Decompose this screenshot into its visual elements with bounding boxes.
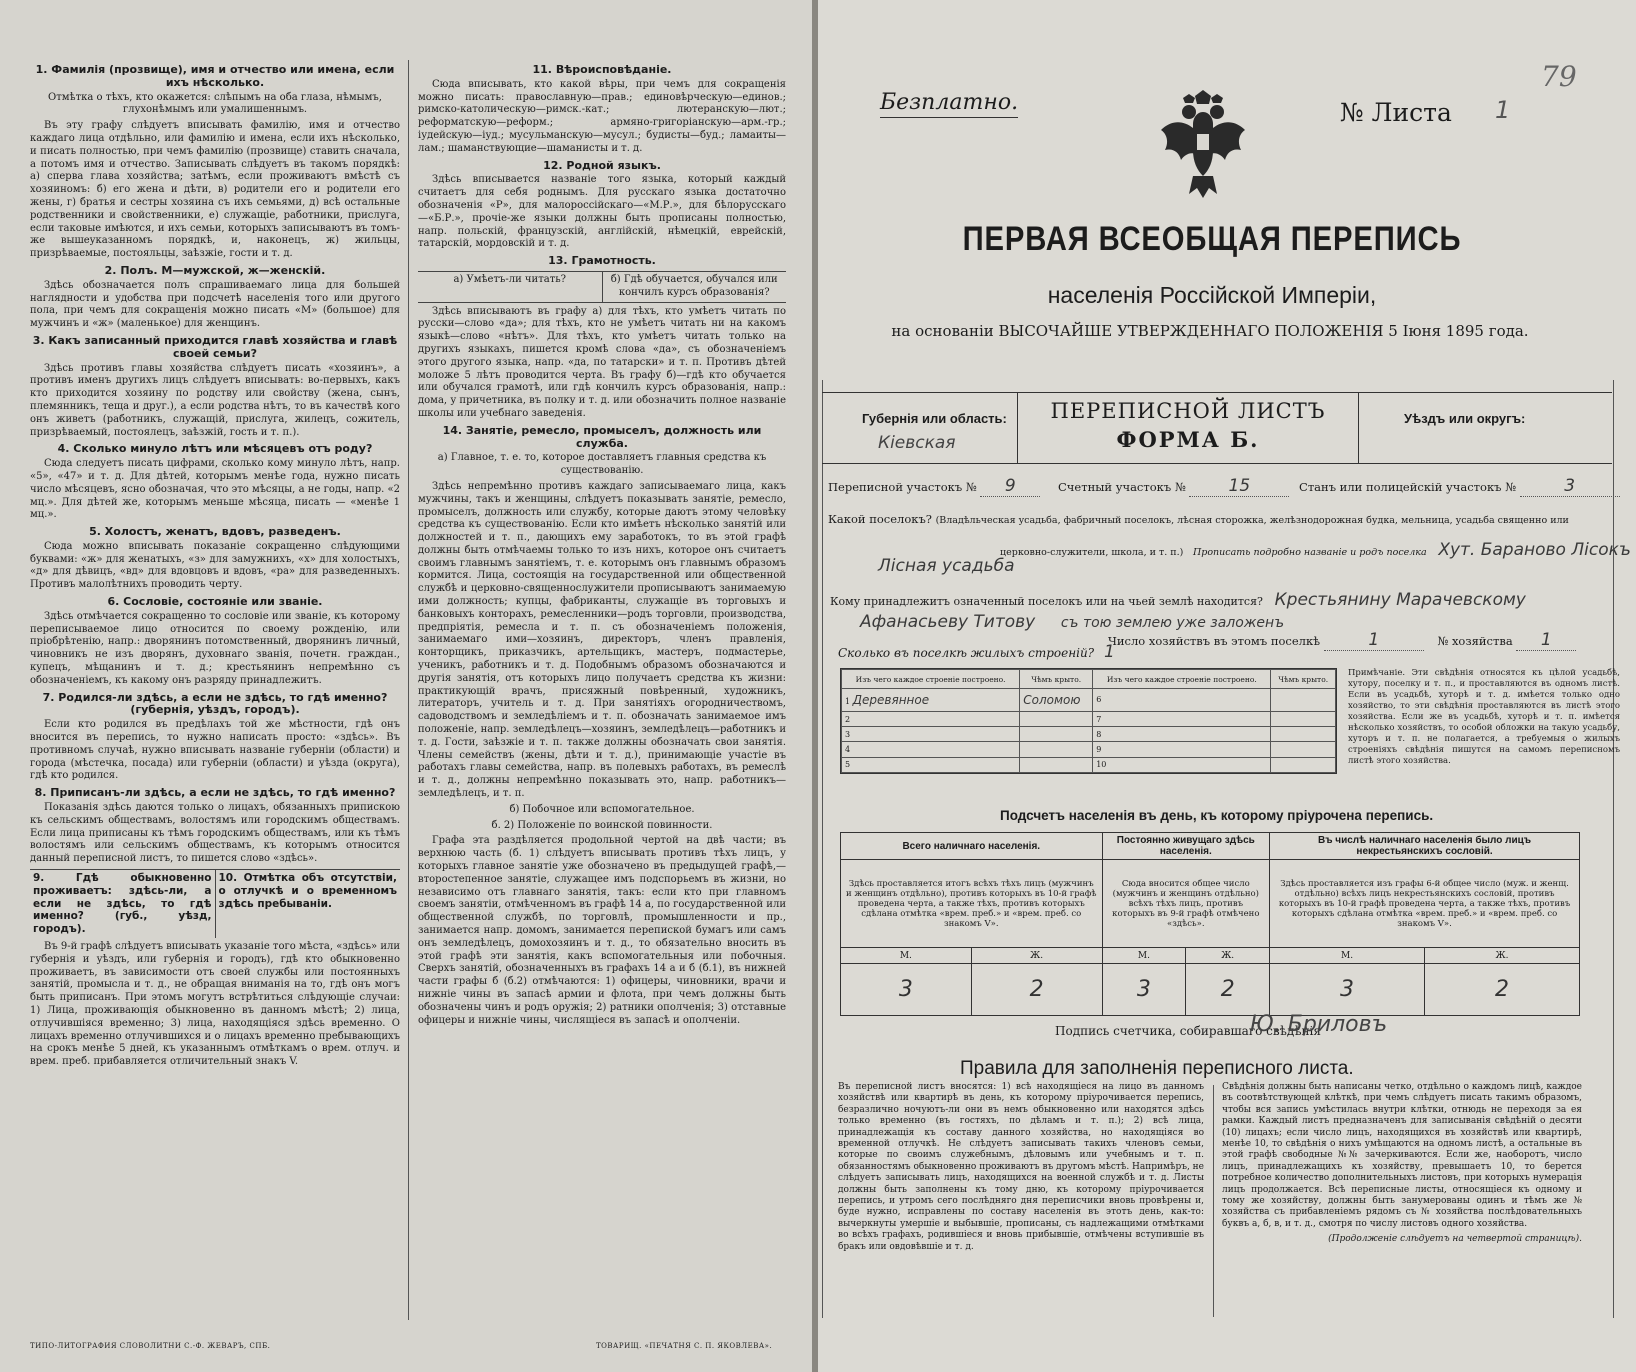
dwellings-note: Примѣчаніе. Эти свѣдѣнія относятся къ цѣлой усадьбѣ, хутору, поселку и т. п., и проставляются въ одномъ листѣ. Если въ усадьбѣ, хуторѣ и т. д. имѣется только одно хозяйство, то эти свѣдѣнія проставляются въ листѣ этого хозяйства. Если же въ усадьбѣ, хуторѣ и т. п. имѣется нѣсколько хозяйствъ, то особой обложки на такую усадьбу, хуторъ и т. п. не полагается, а требуемыя о жилыхъ строеніяхъ свѣдѣнія пишутся на самомъ переписномъ листѣ этого хозяйства.: [1348, 668, 1620, 766]
row-number: 8: [1093, 727, 1271, 742]
rules-column-1: Въ переписной листъ вносятся: 1) всѣ находящіеся на лицо въ данномъ хозяйствѣ или квартирѣ въ день, къ которому пріурочивается перепись, безразлично ночуютъ-ли они въ немъ обыкновенно или находятся здѣсь только временно (въ гостяхъ, по дѣламъ и т. п.); 2) всѣ лица, принадлежащія къ составу данного хозяйства, но находящіяся во временной отлучкѣ. Не слѣдуетъ записывать такихъ членовъ семьи, которые по своимъ служебнымъ, дѣловымъ или учебнымъ и т. п. обязанностямъ обыкновенно проживаютъ въ другомъ мѣстѣ. Напримѣръ, не слѣдуетъ записывать лицъ, находящихся на военной службѣ и т. д. Листы должны быть заполнены къ тому дню, къ которому пріурочивается перепись, и утромъ сего послѣдняго дня переписчики вновь провѣрены и, буде нужно, исправлены по составу населенія въ этотъ день, как-то: вычеркнуты умершіе и выбывшіе, прописаны, съ надлежащими отмѣтками во всѣхъ графахъ, родившіеся и вновь прибывшіе, отмѣчены вступившіе въ бракъ или овдовѣвшіе и т. д.: [838, 1082, 1204, 1252]
dwellings-header: Изъ чего каждое строеніе построено.: [1093, 670, 1271, 689]
instructions-column-2: [418, 60, 786, 1030]
dwelling-material: Деревянное: [852, 692, 930, 707]
settlement-description: (Владѣльческая усадьба, фабричный поселокъ, лѣсная сторожка, желѣзнодорожная будка, мельница, усадьба священно или: [935, 515, 1569, 526]
free-label: Безплатно.: [880, 90, 1018, 118]
male-label: М.: [1270, 948, 1425, 964]
section-1: [30, 64, 400, 261]
continued-note: (Продолженіе слѣдуетъ на четвертой страницѣ).: [1328, 1234, 1582, 1245]
rules-text: Свѣдѣнія должны быть написаны четко, отдѣльно о каждомъ лицѣ, каждое въ соотвѣтствующей клѣткѣ, при чемъ слѣдуетъ писать такимъ образомъ, чтобы вся запись умѣстилась внутри клѣтки, отнюдь не переходя за ея рамки. Каждый листъ предназначенъ для записыванія свѣдѣній о десяти (10) лицахъ; если число лицъ, находящихся въ хозяйствѣ или квартирѣ, менѣе 10, то свѣдѣнія о нихъ умѣщаются на одномъ листѣ, а остальные въ этой графѣ свободные №№ зачеркиваются. Если же, наоборотъ, число лицъ, принадлежащихъ къ хозяйству, превышаетъ 10, то берется потребное количество дополнительныхъ листовъ, при которыхъ нумерація лицъ продолжается. Всѣ переписные листы, относящіеся къ одному и тому же хозяйству, должны быть занумерованы одинъ и тѣмъ же № хозяйства съ прибавленіемъ рядомъ съ № хозяйства послѣдовательныхъ буквъ а, б, в, и т. д., смотря по числу листовъ одного хозяйства.: [1222, 1082, 1582, 1229]
male-label: М.: [1102, 948, 1186, 964]
settlement-description-2: церковно-служители, школа, и т. п.): [1000, 547, 1184, 558]
settlement-line: [828, 512, 1569, 526]
printer-imprint: ТИПО-ЛИТОГРАФИЯ СЛОВОЛИТНИ С.-Ф. ЖЕВАРЪ, СПБ.: [30, 1342, 271, 1350]
table-row: [842, 711, 1336, 726]
settlement-label: Какой поселокъ?: [828, 512, 932, 526]
row-number: 7: [1093, 711, 1271, 726]
count-description: Здѣсь проставляется изъ графы 6-й общее число (муж. и женщ. отдѣльно) всѣхъ лицъ некрестьянскихъ сословій, противъ которыхъ въ 10-й графѣ проведена черта, а также тѣхъ, противъ которыхъ сдѣлана отмѣтка «врем. преб.» и «врем. преб. со знакомъ V».: [1270, 860, 1580, 948]
count-header-non-peasant: Въ числѣ наличнаго населенія было лицъ некрестьянскихъ сословій.: [1270, 833, 1580, 860]
row-number: 10: [1093, 757, 1271, 772]
rules-column-2: [1222, 1082, 1582, 1246]
counting-precinct-value: 15: [1189, 476, 1289, 497]
form-title-cell: [1017, 393, 1359, 463]
province-cell: [822, 393, 1017, 463]
table-row: [842, 689, 1336, 712]
section-text: Здѣсь вписываютъ въ графу а) для тѣхъ, кто умѣетъ читать по русски—слово «да»; для тѣхъ, кто не умѣетъ читать ни на какомъ языкѣ—слово «нѣтъ». Для тѣхъ, кто умѣетъ читать только на другихъ языкахъ, пишется кромѣ слова «да», съ обозначеніемъ этого другого языка, напр. «да, по татарски» и т. п. Противъ дѣтей моложе 5 лѣтъ проводится черта. Въ графу б)—гдѣ кто обучается или обучался грамотѣ, или гдѣ кончилъ курсъ образованія, напр.: дома, у причетника, въ полку и т. д. или обозначить полное названіе школы или учебнаго заведенія.: [418, 305, 786, 419]
settlement-value-2: Лісная усадьба: [878, 556, 1015, 576]
total-female-value: 2: [971, 964, 1102, 1016]
table-row: [842, 727, 1336, 742]
row-number: 1: [845, 696, 851, 706]
printer-imprint: ТОВАРИЩ. «ПЕЧАТНЯ С. П. ЯКОВЛЕВА».: [596, 1342, 773, 1350]
form-title: ПЕРЕПИСНОЙ ЛИСТЪ: [1050, 399, 1326, 423]
dwellings-header: Чѣмъ крыто.: [1020, 670, 1093, 689]
enumerator-signature-label: Подпись счетчика, собиравшаго свѣдѣнія: [1055, 1024, 1321, 1038]
household-number-value: 1: [1516, 630, 1576, 651]
counting-precinct-label: Счетный участокъ №: [1058, 480, 1186, 494]
section-title: 12. Родной языкъ.: [543, 158, 661, 172]
column-divider: [408, 60, 409, 1320]
instructions-column-1: [30, 60, 400, 1072]
row-number: 2: [842, 711, 1020, 726]
owner-line-2: [860, 612, 1284, 632]
row-number: 3: [842, 727, 1020, 742]
census-precinct-value: 9: [980, 476, 1040, 497]
section-title: 1. Фамилія (прозвище), имя и отчество или имена, если ихъ нѣсколько.: [35, 63, 395, 89]
census-title: ПЕРВАЯ ВСЕОБЩАЯ ПЕРЕПИСЬ: [962, 220, 1462, 258]
owner-label: Кому принадлежитъ означенный поселокъ или на чьей землѣ находится?: [830, 595, 1263, 608]
section-10-title: 10. Отмѣтка объ отсутствіи, о отлучкѣ и о временномъ здѣсь пребываніи.: [215, 870, 401, 938]
section-title: 11. Вѣроисповѣданіе.: [532, 63, 672, 76]
section-title: 6. Сословіе, состояніе или званіе.: [107, 595, 323, 609]
dwellings-question: [838, 642, 1115, 662]
dwellings-header: Изъ чего каждое строеніе построено.: [842, 670, 1020, 689]
section-text: Сюда можно вписывать показаніе сокращенно слѣдующими буквами: «ж» для женатыхъ, «з» для замужнихъ, «х» для холостыхъ, «д» для дѣвицъ, «вд» для вдовцовъ и вдовъ, «ра» для разведенныхъ. Противъ малолѣтнихъ проводить черту.: [30, 540, 400, 591]
settlement-value-1: Хут. Бараново Лісокъ: [1438, 540, 1631, 560]
row-number: 9: [1093, 742, 1271, 757]
population-count-table: [840, 832, 1580, 1016]
section-text: Здѣсь вписывается названіе того языка, который каждый считаетъ для себя роднымъ. Для русскаго языка достаточно обозначенія «Р», для малороссійскаго—«М.Р.», для бѣлорусскаго—«Б.Р.», прочіе-же языки должны быть прописаны полностью, напр. польскій, французскій, англійскій, нѣмецкій, еврейскій, татарскій, мордовскій и т. д.: [418, 174, 786, 250]
households-line: [1108, 630, 1576, 651]
section-title: 8. Приписанъ-ли здѣсь, а если не здѣсь, то гдѣ именно?: [34, 786, 396, 800]
sheet-number-value: 1: [1495, 96, 1511, 124]
form-header-table: [822, 392, 1612, 464]
table-row: [842, 742, 1336, 757]
section-9-10-header: [30, 869, 400, 938]
section-2: [30, 265, 400, 331]
uezd-cell: [1359, 393, 1612, 463]
left-page: [0, 0, 814, 1372]
settlement-hint: Прописать подробно названіе и родъ поселка: [1192, 547, 1427, 558]
literacy-b: б) Гдѣ обучается, обучался или кончилъ курсъ образованія?: [602, 272, 787, 302]
province-label: Губернія или область:: [862, 411, 1007, 426]
section-title: 3. Какъ записанный приходится главѣ хозяйства и главѣ своей семьи?: [32, 333, 398, 360]
section-text: Здѣсь непремѣнно противъ каждаго записываемаго лица, какъ мужчины, такъ и женщины, слѣдуетъ показывать занятіе, ремесло, промыселъ, должность или службу, которые даютъ этому человѣку средства къ существованію. Если кто имѣетъ нѣсколько занятій или должностей и т. п., дающихъ ему заработокъ, то въ этой графѣ должны быть отмѣчаемы только то изъ нихъ, которое онъ считаетъ своимъ главнымъ занятіемъ, т. е. которымъ онъ главнымъ образомъ кормится. Лица, состоящія на государственной или общественной службѣ и церковно-священнослужители прописываютъ занимаемую ими должность; купцы, фабриканты, служащіе въ торговыхъ и банковыхъ конторахъ, ремесленники—родъ торговли, производства, предпріятія, ремесла и т. п. съ обозначеніемъ положенія, занимаемаго ими—хозяинъ, директоръ, членъ правленія, конторщикъ, приказчикъ, артельщикъ, мастеръ, подмастерье, ученикъ, работникъ и т. д. Подобнымъ образомъ обозначаются и другія занятія, отъ которыхъ лицо получаетъ средства къ жизни: практикующій врачъ, присяжный повѣренный, художникъ, литераторъ, учитель и т. д. При занятіяхъ огородничествомъ, садоводствомъ и земледѣліемъ и т. п. обозначать занимаемое имъ положеніе, напр. земледѣлецъ—хозяинъ, земледѣлецъ—работникъ и т. д. Гости, заѣзжіе и т. п. также должны обозначать свои занятія. Члены семействъ (жены, дѣти и т. д.), принимающіе участіе въ работахъ главы семейства, напр. въ полевыхъ работахъ, въ ремеслѣ и т. д., должны непремѣнно показывать это, напр. работникъ—земледѣлецъ, и т. п.: [418, 480, 786, 800]
female-label: Ж.: [971, 948, 1102, 964]
section-14: [418, 425, 786, 801]
section-text: Здѣсь противъ главы хозяйства слѣдуетъ писать «хозяинъ», а противъ именъ другихъ лицъ слѣдуетъ вписывать: во-первыхъ, какъ кто приходится хозяину по родству или свойству (жена, сынъ, племянникъ, теща и друг.), а если родства нѣтъ, то въ качествѣ кого онъ живетъ (работникъ, служащій, прислуга, жилецъ, сожитель, призрѣваемый, постоялецъ, заѣзжій, гость и т. п.).: [30, 362, 400, 438]
section-6: [30, 596, 400, 688]
table-row: [842, 757, 1336, 772]
section-3: [30, 335, 400, 439]
dwellings-header: Чѣмъ крыто.: [1271, 670, 1336, 689]
settlement-line-2: [1000, 540, 1631, 560]
non-peasant-female-value: 2: [1425, 964, 1580, 1016]
section-11: [418, 64, 786, 156]
count-header-permanent: Постоянно живущаго здѣсь населенія.: [1102, 833, 1270, 860]
total-male-value: 3: [841, 964, 972, 1016]
section-text: Здѣсь обозначается полъ спрашиваемаго лица для большей наглядности и удобства при подсчетѣ населенія того или другого пола, при чемъ для сокращенія можно писать «М» (большое) для мужчинъ и «ж» (маленькое) для женщинъ.: [30, 279, 400, 330]
section-8: [30, 787, 400, 866]
section-title: 4. Сколько минуло лѣтъ или мѣсяцевъ отъ роду?: [57, 442, 373, 456]
archive-page-mark: 79: [1541, 60, 1577, 93]
section-9-10-text: Въ 9-й графѣ слѣдуетъ вписывать указаніе того мѣста, «здѣсь» или губернія и уѣздъ, или губернія и городъ), гдѣ кто обыкновенно проживаетъ, въ зависимости отъ своей службы или постоянныхъ занятій, промысла и т. д., не обращая вниманія на то, гдѣ онъ могъ быть приписанъ. При этомъ могутъ встрѣтиться слѣдующіе случаи: 1) Лица, проживающія обыкновенно въ данномъ мѣстѣ; 2) лица, отлучившіяся временно; 3) лица, находящіяся здѣсь временно. О лицахъ временно отлучившихся и о лицахъ временно пребывающихъ на срокъ менѣе 5 дней, къ указаннымъ отмѣткамъ о врем. отлуч. и врем. преб. прибавляется отличительный знакъ V.: [30, 941, 400, 1068]
form-type: ФОРМА Б.: [1116, 427, 1260, 452]
owner-line: [830, 590, 1526, 610]
count-header-total: Всего наличнаго населенія.: [841, 833, 1103, 860]
double-headed-eagle-emblem-icon: [1153, 90, 1253, 200]
permanent-male-value: 3: [1102, 964, 1186, 1016]
section-subtitle: б. 2) Положеніе по воинской повинности.: [491, 819, 713, 831]
literacy-subheaders: [418, 271, 786, 303]
police-precinct-label: Станъ или полицейскій участокъ №: [1299, 480, 1517, 494]
section-5: [30, 526, 400, 592]
dwellings-table: [840, 668, 1337, 774]
section-title: 5. Холостъ, женатъ, вдовъ, разведенъ.: [89, 525, 341, 539]
column-divider: [1213, 1085, 1214, 1317]
non-peasant-male-value: 3: [1270, 964, 1425, 1016]
police-precinct-value: 3: [1520, 476, 1620, 497]
section-4: [30, 443, 400, 522]
province-value: Кіевская: [878, 433, 956, 453]
census-subtitle: населенія Россійской Имперіи,: [1047, 282, 1377, 308]
census-precinct-label: Переписной участокъ №: [828, 480, 977, 494]
row-number: 4: [842, 742, 1020, 757]
section-text: Сюда следуетъ писать цифрами, сколько кому минуло лѣтъ, напр. «5», «47» и т. д. Для дѣтей, которымъ менѣе года, нужно писать число мѣсяцевъ, ясно обозначая, что это мѣсяцы, а не годы, напр. «2 мц.». Для дѣтей же, которымъ меньше мѣсяца, писать — «менѣе 1 мц.».: [30, 458, 400, 521]
section-9-title: 9. Гдѣ обыкновенно проживаетъ: здѣсь-ли, а если не здѣсь, то гдѣ именно? (губ., уѣзд, городъ).: [33, 872, 212, 936]
dwellings-label: Сколько въ поселкѣ жилыхъ строеній?: [838, 646, 1095, 660]
literacy-a: а) Умѣетъ-ли читать?: [453, 273, 567, 285]
section-text: Графа эта раздѣляется продольной чертой на двѣ части; въ верхнюю часть (б. 1) слѣдуетъ вписывать противъ тѣхъ лицъ, у которыхъ главное занятіе уже обозначено въ предыдущей графѣ,—второстепенное занятіе, служащее имъ подспорьемъ въ жизни, но независимо отъ главнаго занятія, такъ: если кто при главномъ своемъ занятіи, отмѣченномъ въ графѣ 14 а, по государственной или общественной службѣ, по торговлѣ, промышленности и пр., занимается напр. домомъ, занимается перепиской бумагъ или самъ онъ земледѣлецъ, домохозяинъ и т. д., то обязательно вносить въ этой графѣ эти занятія, какъ вспомогательныя или побочныя. Сверхъ занятій, обозначенныхъ въ графахъ 14 а и б (б.1), въ нижней части графы б (б.2) отмѣчаются: 1) офицеры, чиновники, врачи и нижніе чины въ запасѣ армии и флота, при чемъ должны быть обозначены чинъ и родъ оружія; 2) ратники ополченія; 3) отставные офицеры и нижніе чины, числящіеся въ запасѣ и ополченіи.: [418, 835, 786, 1026]
row-number: 5: [842, 757, 1020, 772]
section-title: 2. Полъ. М—мужской, ж—женскій.: [104, 263, 326, 277]
section-12: [418, 160, 786, 252]
section-text: Сюда вписывать, кто какой вѣры, при чемъ для сокращенія можно писать: православную—прав.; единовѣрческую—единов.; римско-католическую—римск.-кат.; лютеранскую—лют.; реформатскую—реформ.; армяно-григоріанскую—арм.-гр.; іудейскую—іуд.; мусульманскую—мусул.; будисты—буд.; ламаиты—лам.; шаманствующие—шаманисты и т. д.: [418, 78, 786, 154]
section-text: Если кто родился въ предѣлахъ той же мѣстности, гдѣ онъ вносится въ перепись, то нужно написать просто: «здѣсь». Въ противномъ случаѣ, нужно вписывать названіе губерніи (области) и города (мѣстечка, посада) или губерніи (области) и уѣзда (округа), гдѣ кто родился.: [30, 719, 400, 782]
count-description: Сюда вносится общее число (мужчинъ и женщинъ отдѣльно) всѣхъ тѣхъ лицъ, противъ которыхъ въ 9-й графѣ отмѣчено «здѣсь».: [1102, 860, 1270, 948]
section-7: [30, 692, 400, 784]
dwelling-roof: Соломою: [1023, 692, 1081, 707]
dwellings-value: 1: [1103, 642, 1115, 662]
section-title: 7. Родился-ли здѣсь, а если не здѣсь, то гдѣ именно? (губернія, уѣздъ, городъ).: [42, 690, 388, 717]
count-description: Здѣсь проставляется итогъ всѣхъ тѣхъ лицъ (мужчинъ и женщинъ отдѣльно), противъ которыхъ въ 10-й графѣ проведена черта, а также тѣхъ, противъ которыхъ сдѣлана отмѣтка «врем. преб.» и «врем. преб. со знакомъ V».: [841, 860, 1103, 948]
owner-value-3: съ тою землею уже заложенъ: [1060, 615, 1285, 631]
households-label: Число хозяйствъ въ этомъ поселкѣ: [1108, 634, 1321, 648]
precinct-line: [828, 476, 1620, 497]
households-value: 1: [1324, 630, 1424, 651]
section-subtitle: а) Главное, т. е. то, которое доставляетъ главныя средства къ существованію.: [437, 452, 767, 477]
population-count-title: Подсчетъ населенія въ день, къ которому пріурочена перепись.: [1000, 808, 1434, 823]
female-label: Ж.: [1425, 948, 1580, 964]
section-text: Показанія здѣсь даются только о лицахъ, обязанныхъ припискою къ сельскимъ обществамъ, волостямъ или городскимъ обществамъ. Если лица приписаны къ тѣмъ городскимъ обществамъ, или къ тѣмъ волостямъ или сельскимъ обществамъ, къ которымъ относится данный переписной листъ, то пишется слово «здѣсь».: [30, 802, 400, 865]
section-14b: [418, 804, 786, 1028]
female-label: Ж.: [1186, 948, 1270, 964]
section-subtitle: б) Побочное или вспомогательное.: [509, 803, 695, 815]
permanent-female-value: 2: [1186, 964, 1270, 1016]
section-title: 14. Занятіе, ремесло, промыселъ, должность или служба.: [442, 423, 762, 450]
section-text: Здѣсь отмѣчается сокращенно то сословіе или званіе, къ которому переписываемое лицо относится по своему рожденію, или пріобрѣтенію, напр.: дворянинъ потомственный, дворянинъ личный, чиновникъ не изъ дворянъ, духовнаго званія, почетн. граждан., купецъ, мѣщанинъ и т. д.; крестьянинъ непремѣнно съ обозначеніемъ, къ какому онъ разряду принадлежитъ.: [30, 610, 400, 686]
enumerator-signature: Ю. Бриловъ: [1250, 1012, 1388, 1037]
male-label: М.: [841, 948, 972, 964]
section-subtitle: Отмѣтка о тѣхъ, кто окажется: слѣпымъ на оба глаза, нѣмымъ, глухонѣмымъ или умалишеннымъ.: [48, 91, 382, 116]
sheet-number-label: № Листа: [1340, 98, 1452, 127]
uezd-label: Уѣздъ или округъ:: [1404, 411, 1526, 426]
owner-value-2: Афанасьеву Титову: [860, 612, 1036, 632]
owner-value-1: Крестьянину Марачевскому: [1274, 590, 1526, 610]
section-13: [418, 255, 786, 421]
section-title: 13. Грамотность.: [548, 254, 656, 268]
rules-title: Правила для заполненія переписного листа.: [960, 1058, 1354, 1079]
decree-line: на основаніи ВЫСОЧАЙШЕ УТВЕРЖДЕННАГО ПОЛОЖЕНІЯ 5 Іюня 1895 года.: [891, 322, 1529, 340]
section-text: Въ эту графу слѣдуетъ вписывать фамилію, имя и отчество каждаго лица отдѣльно, или фамилію и имена, если ихъ нѣсколько, и писать полностью, при чемъ фамилію (прозвище) ставить сначала, а потомъ имя и отчество. Записывать слѣдуетъ въ такомъ порядкѣ: а) сперва глава хозяйства; затѣмъ, если проживаютъ вмѣстѣ съ хозяиномъ: б) его жена и дѣти, в) родители его и родители его жены, г) братья и сестры хозяина съ ихъ семьями, д) всѣ остальные родственники и свойственники, е) служащіе, работники, прислуга, если таковые имѣются, и ихъ семьи, которыхъ записываютъ въ томъ-же вышеуказанномъ порядкѣ, и, наконецъ, ж) жильцы, призрѣваемые, постояльцы, заѣзжіе, гости и т. д.: [30, 120, 400, 260]
row-number: 6: [1093, 689, 1271, 712]
household-number-label: № хозяйства: [1437, 634, 1513, 648]
